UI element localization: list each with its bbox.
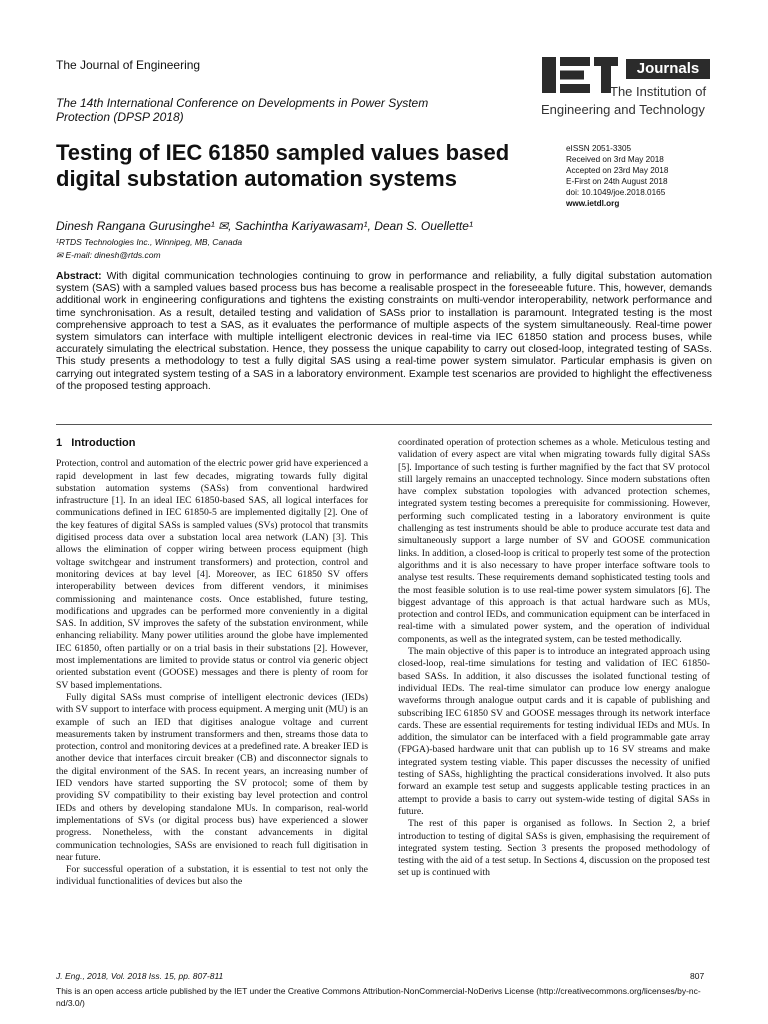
received-date: Received on 3rd May 2018 — [566, 155, 664, 164]
abstract-label: Abstract: — [56, 271, 102, 282]
paragraph: Fully digital SASs must comprise of intelligent electronic devices (IEDs) with SV support to interface with process equipment. A merging unit (MU) is an example of such an IED that digitises analogue voltage and current measurements taken by instrument transformers and then, streams those data to protection, control and monitoring devices at a predefined rate. A breaker IED is another device that interfaces circuit breaker (CB) and disconnector signals to the digital environment of the SAS. In recent years, an increasing number of IED vendors have started supporting the SV protocol; some of them by providing SV compatibility to their existing bay level protection and control IEDs and others by developing standalone MUs. In comparison, real-world implementations of SVs (or digital process bus) have experienced a slower progress. Nonetheless, with the constant advancements in digital communication technologies, SASs are envisioned to reach full digitisation in near future. — [56, 691, 368, 863]
left-column — [56, 437, 368, 889]
paragraph: Protection, control and automation of the electric power grid have experienced a rapid development in last few decades, migrating towards fully digital substation automation systems (SASs) from conventional hardwired infrastructure [1]. In an ideal IEC 61850-based SAS, all logical interfaces for communications defined in IEC 61850-5 are implemented digitally [2]. One of the key features of digital SASs is sampled values (SVs) protocol that transmits digitised process data over a substation local area network (LAN) [3]. This allows the elimination of copper wiring between process equipment (high voltage switchgear and instrument transformers) and protection, control and monitoring devices at bay level [4]. Moreover, as IEC 61850 SV offers interoperability between devices from different vendors, it minimises commissioning and maintenance costs. Once established, future testing, modifications and upgrades can be performed more conveniently in a digital SAS. In addition, SV improves the safety of the substation environment, while enhancing reliability. Many power utilities around the globe have implemented IEC 61850, often partially or on a trial basis in their substations [2]. However, most implementations are limited to provide status or control via generic object oriented substation event (GOOSE) messages and there is plenty of room for SV based implementations. — [56, 458, 368, 691]
paragraph: The main objective of this paper is to introduce an integrated approach using closed-loop, real-time simulations for testing and validation of IEC 61850-based SASs. In addition, it also discusses the isolated functional testing of individual IEDs. The real-time simulator can produce low energy analogue waveforms through analogue output cards and it is capable of publishing and subscribing IEC 61850 SV and GOOSE messages through its network interface cards. These are essential requirements for testing individual IEDs and MUs. In addition, the simulator can be interfaced with a field programmable gate array (FPGA)-based hardware unit that can publish up to 16 SV streams and make integrated system testing viable. This paper discusses the necessity of unified testing of SASs, highlighting the practical considerations involved. It also puts forward an example test setup and suggests applicable testing practices in an attempt to provide a basis to carry out system-wide testing of digital SASs in future. — [398, 646, 710, 817]
paragraph: coordinated operation of protection schemes as a whole. Meticulous testing and validation of every aspect are vital when migrating towards fully digital SASs [5]. Importance of such testing is further magnified by the fact that SV protocol still largely remains an unaccepted technology. Since modern substations often have complex substation topologies with advanced protection schemes, integrated system testing becomes a prerequisite for commissioning. However, performing such complicated testing in a laboratory environment is quite challenging as test instruments should be able to produce accurate test data and simultaneously support a large number of SV and GOOSE communication links. In addition, a closed-loop is critical to properly test some of the protection algorithms and it is also necessary to have proper interface software tools to analyse test results. These requirements demand sophisticated testing tools and the most feasible solution is to use real-time power system simulators [6]. The biggest advantage of this approach is that actual hardware such as MUs, protection and control IEDs, and communication equipment can be interfaced in real-time with a simulated power system, and the operation of individual components, as well as the integrated system, can be tested methodically. — [398, 437, 710, 645]
author-email[interactable]: ✉ E-mail: dinesh@rtds.com — [56, 250, 161, 260]
section-divider — [56, 424, 712, 425]
website-link[interactable]: www.ietdl.org — [566, 199, 620, 208]
journals-label: Journals — [626, 59, 710, 79]
page-number: 807 — [690, 971, 705, 981]
article-metadata — [566, 143, 668, 209]
license-footer: This is an open access article published by the IET under the Creative Commons Attribution-NonCommercial-NoDerivs License (http://creativecommons.org/licenses/by-nc-nd/3.0/) — [56, 986, 701, 1008]
author-list: Dinesh Rangana Gurusinghe¹ ✉, Sachintha Kariyawasam¹, Dean S. Ouellette¹ — [56, 219, 473, 233]
citation-footer: J. Eng., 2018, Vol. 2018 Iss. 15, pp. 807-811 — [56, 971, 224, 981]
conference-name: The 14th International Conference on Developments in Power System Protection (DPSP 2018) — [56, 96, 429, 124]
institution-line-1: The Institution of — [610, 84, 707, 99]
paper-title: Testing of IEC 61850 sampled values based digital substation automation systems — [56, 140, 510, 191]
journal-name: The Journal of Engineering — [56, 58, 201, 72]
efirst-date: E-First on 24th August 2018 — [566, 177, 668, 186]
section-title: Introduction — [71, 437, 136, 449]
section-number: 1 — [56, 437, 63, 449]
right-column — [398, 437, 710, 880]
institution-line-2: Engineering and Technology — [541, 102, 705, 117]
eissn: eISSN 2051-3305 — [566, 144, 632, 153]
section-heading — [56, 437, 368, 449]
affiliation: ¹RTDS Technologies Inc., Winnipeg, MB, Canada — [56, 237, 243, 247]
paragraph: The rest of this paper is organised as follows. In Section 2, a brief introduction to testing of digital SASs is given, emphasising the requirement of integrated system testing. Section 3 presents the proposed methodology of testing with the aid of a test setup. In Sections 4, discussion on the proposed test set up is continued with — [398, 818, 710, 879]
iet-logo-mark — [540, 55, 620, 95]
abstract-text: With digital communication technologies continuing to grow in performance and reliability, a fully digital substation automation system (SAS) with a sampled values based process bus has become a realisable prospect in the foreseeable future. This, however, demands additional work in engineering configurations and tightens the existing constraints on multi-vendor interoperability, network performance and time synchronisation. As a result, detailed testing and validation of SASs prior to installation is paramount. Integrated testing is the most comprehensive approach to test a SAS, as it evaluates the performance of multiple aspects of the system simultaneously. Real-time power system simulators can interface with multiple intelligent electronic devices in real-time via IEC 61850 station and process buses, while accurately simulating the electrical substation. Hence, they possess the unique capability to carry out closed-loop, integrated testing of SASs. This study presents a methodology to test a fully digital SAS using a real-time power system simulator. Particular emphasis is given on carrying out integrated system testing of a SAS in a laboratory environment. Example test scenarios are provided to highlight the effectiveness of the proposed testing approach. — [56, 271, 712, 392]
doi[interactable]: doi: 10.1049/joe.2018.0165 — [566, 188, 666, 197]
paragraph: For successful operation of a substation, it is essential to test not only the individual functionalities of devices but also the — [56, 864, 368, 888]
accepted-date: Accepted on 23rd May 2018 — [566, 166, 669, 175]
abstract — [56, 271, 712, 393]
